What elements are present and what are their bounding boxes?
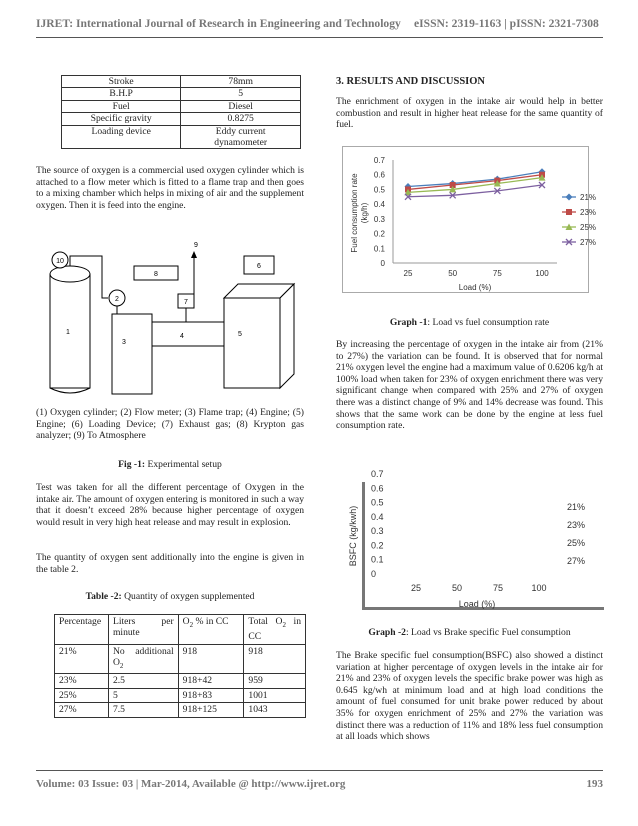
legend-label: 23% [580,208,597,217]
y-tick-label: 0.4 [373,200,385,210]
table-row: 23% 2.5 918+42 959 [55,674,306,688]
label-2: 2 [115,296,119,303]
legend-label: 25% [567,538,586,548]
fuel-consumption-chart [343,147,597,292]
y-tick-label: 0 [380,259,385,268]
label-9: 9 [194,242,198,249]
x-tick-label: 75 [492,269,502,278]
table-row: 27% 7.5 918+125 1043 [55,703,306,717]
legend-label: 21% [580,193,597,202]
oxygen-supply-table [54,614,306,718]
table-2-caption: Table -2: Quantity of oxygen supplemented [85,591,255,602]
y-tick-label: 0 [371,569,377,579]
x-tick-label: 50 [451,583,463,593]
y-tick-label: 0.6 [371,483,384,494]
label-6: 6 [257,263,261,270]
x-tick-label: 100 [531,583,547,593]
legend-marker [566,209,572,215]
engine-spec-table [61,75,301,149]
section-title: 3. RESULTS AND DISCUSSION [336,76,485,87]
bsfc-chart [342,462,604,610]
legend-marker [566,194,573,201]
y-tick-label: 0.7 [371,469,384,479]
journal-title: IJRET: International Journal of Research in Engineering and Technology [36,17,401,30]
legend-label: 27% [567,556,586,566]
label-8: 8 [154,271,158,278]
engine-box [152,322,224,346]
graph-2-caption: Graph -2: Load vs Brake specific Fuel consumption [368,627,571,638]
y-axis-bar [362,482,365,610]
graph-2-frame [342,462,604,610]
header-rule [36,37,603,38]
footer-volume: Volume: 03 Issue: 03 | Mar-2014, Available @ http://www.ijret.org [36,778,346,790]
y-axis-label: Fuel consumption rate(kg/h) [350,173,369,253]
legend-label: 21% [567,502,586,512]
figure-1-caption: Fig -1: Experimental setup [118,459,222,470]
page-footer [36,778,603,790]
y-tick-label: 0.6 [373,170,385,180]
y-tick-label: 0.5 [371,497,384,508]
left-paragraph-1: The source of oxygen is a commercial used oxygen cylinder which is attached to a flow meter which is fitted to a flame trap and then goes to a mixing chamber which helps in mixing of air and the supplement oxygen. Then it is feed into the engine. [36,165,304,211]
issn-info: eISSN: 2319-1163 | pISSN: 2321-7308 [414,17,599,30]
y-tick-label: 0.1 [371,554,384,565]
y-tick-label: 0.3 [373,214,385,224]
right-paragraph-3: The Brake specific fuel consumption(BSFC) also showed a distinct variation at higher percentage of oxygen levels in the intake air for 21% and 23% of oxygen levels the specific brake power was high as 0.645 kg/wh at minimum load and at high load conditions the amount of fuel consumed for unit brake power reduced by about 35% for oxygen enrichment of 25% and 27% the variation was distinct there was a reduction of 11% and 18% less fuel consumption at all loads which shows [336,650,603,743]
left-paragraph-3: The quantity of oxygen sent additionally into the engine is given in the table 2. [36,552,304,575]
right-paragraph-1: The enrichment of oxygen in the intake air would help in better combustion and result in higher heat release for the same quantity of fuel. [336,96,603,131]
label-1: 1 [66,329,70,336]
y-tick-label: 0.3 [371,526,384,537]
table-row: Specific gravity 0.8275 [62,113,301,125]
left-paragraph-2: Test was taken for all the different percentage of Oxygen in the intake air. The amount of oxygen entering is monitored in such a way that it doesn’t exceed 28% because higher percentage of oxygen would result in very high heat release and may result in explosion. [36,482,304,528]
right-paragraph-2: By increasing the percentage of oxygen in the intake air from (21% to 27%) the variation can be found. It is observed that for normal 21% oxygen level the engine had a maximum value of 0.6206 kg/h at 100% load when taken for 23% of oxygen enrichment there was very significant change when compared with 25% and 27% of oxygen there was a distinct change of 9% and 14% decrease was found. This shows that the same work can be done by the engine at less fuel consumption rate. [336,339,603,432]
legend-label: 27% [580,238,597,247]
page-number: 193 [586,778,603,790]
x-tick-label: 75 [492,583,504,593]
x-axis-label: Load (%) [458,599,496,609]
table-row: Loading device Eddy current dynamometer [62,125,301,149]
y-tick-label: 0.5 [373,185,385,195]
y-tick-label: 0.1 [373,244,385,254]
label-5: 5 [238,331,242,338]
label-10: 10 [56,258,64,265]
legend-label: 23% [567,520,586,530]
y-tick-label: 0.2 [371,540,384,551]
table-row: Stroke 78mm [62,76,301,88]
table-row: B.H.P 5 [62,88,301,100]
table-header-row: Percentage Liters per minute $O_2$ % in CC Total $O_2$ in CC [55,615,306,645]
experimental-setup-diagram [42,238,298,403]
x-tick-label: 25 [410,583,422,593]
loading-device [224,284,294,388]
x-tick-label: 25 [403,269,413,278]
y-tick-label: 0.7 [373,156,385,165]
y-tick-label: 0.2 [373,229,385,239]
y-axis-label: BSFC (kg/kwh) [348,505,358,567]
journal-header [36,17,606,30]
label-4: 4 [180,333,184,340]
figure-legend: (1) Oxygen cylinder; (2) Flow meter; (3) Flame trap; (4) Engine; (5) Engine; (6) Loading Device; (7) Exhaust gas; (8) Krypton gas analyzer; (9) To Atmosphere [36,407,304,442]
flame-trap [112,314,152,394]
y-tick-label: 0.4 [371,511,384,522]
label-3: 3 [122,339,126,346]
oxygen-cylinder [50,266,90,393]
graph-1-frame [342,146,597,293]
table-row: Fuel Diesel [62,100,301,112]
table-row: 21% No additional $O_2$ 918 918 [55,644,306,674]
footer-rule [36,770,603,771]
legend-label: 25% [580,223,597,232]
series-line-21% [408,172,542,187]
graph-1-caption: Graph -1: Load vs fuel consumption rate [389,317,550,328]
x-axis-label: Load (%) [458,283,492,292]
label-7: 7 [184,299,188,306]
x-tick-label: 100 [535,269,549,278]
x-tick-label: 50 [448,269,458,278]
table-row: 25% 5 918+83 1001 [55,688,306,702]
